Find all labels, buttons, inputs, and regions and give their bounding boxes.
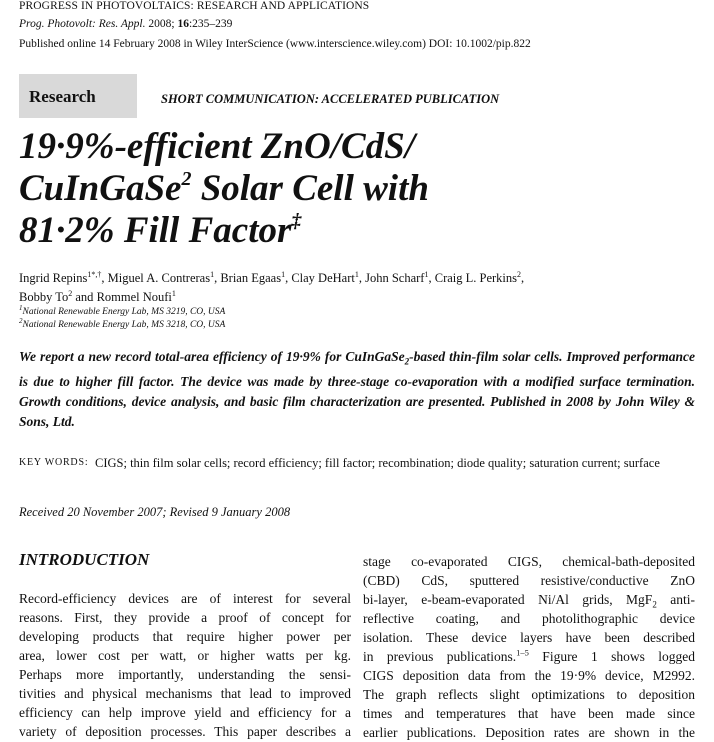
left-line: variety of deposition processes. This paper describes a — [19, 724, 351, 739]
right-line-3 — [363, 590, 695, 609]
article-title — [19, 126, 679, 252]
left-line: tivities and physical mechanisms that lead to improved — [19, 686, 351, 701]
abstract-part-2: -based thin-film solar cells. Improved performance is due to higher fill factor. The device was made by three-stage co-evaporation with a modified surface termination. Growth conditions, device analysis, and basic film characterization are presented. Published in 2008 by John Wiley & Sons, Ltd. — [19, 349, 695, 429]
title-line-2-b: Solar Cell with — [191, 168, 429, 209]
author-name: Ingrid Repins — [19, 271, 88, 285]
section-label: Research — [29, 87, 96, 106]
author-name: Brian Egaas — [220, 271, 282, 285]
title-line-2-sup: 2 — [181, 168, 192, 190]
abstract — [19, 347, 695, 432]
author-affiliation-mark: 1 — [424, 269, 429, 279]
author-name: Craig L. Perkins — [434, 271, 518, 285]
author-affiliation-mark: 1 — [171, 288, 176, 298]
author-separator: , — [428, 271, 435, 285]
title-line-2 — [19, 168, 679, 210]
author-separator: , — [521, 271, 525, 285]
author-name: Miguel A. Contreras — [107, 271, 211, 285]
affiliation-1-text: National Renewable Energy Lab, MS 3219, CO, USA — [22, 307, 226, 318]
author-separator: and — [72, 290, 97, 304]
author-affiliation-mark: 1 — [281, 269, 286, 279]
right-line-10: earlier publications. Deposition rates are shown in the — [363, 725, 695, 740]
author-name: Clay DeHart — [291, 271, 355, 285]
introduction-heading: INTRODUCTION — [19, 550, 150, 569]
affiliation-2-sup: 2 — [19, 317, 23, 325]
right-line-3-a: bi-layer, e-beam-evaporated Ni/Al grids, MgF — [363, 592, 653, 607]
left-line: reasons. First, they provide a proof of concept for — [19, 610, 351, 625]
section-label-box — [19, 74, 137, 118]
right-line-6-a: in previous publications. — [363, 649, 517, 664]
title-line-3-text: 81·2% Fill Factor — [19, 210, 292, 251]
right-line-3-b: anti- — [656, 592, 695, 607]
title-line-2-a: CuInGaSe — [19, 168, 182, 209]
right-line-4: reflective coating, and photolithographic device — [363, 611, 695, 626]
right-line-9: times and temperatures that have been made since — [363, 706, 695, 721]
affiliation-1-sup: 1 — [19, 304, 23, 312]
author-name: Rommel Noufi — [96, 290, 172, 304]
citation-journal-abbrev: Prog. Photovolt: Res. Appl. — [19, 18, 146, 30]
abstract-subscript: 2 — [404, 356, 410, 367]
title-line-3 — [19, 210, 679, 252]
journal-citation — [19, 18, 232, 30]
right-line-6 — [363, 647, 695, 666]
author-separator: , — [285, 271, 292, 285]
right-line-2: (CBD) CdS, sputtered resistive/conductive ZnO — [363, 573, 695, 588]
right-line-8: The graph reflects slight optimizations to deposition — [363, 687, 695, 702]
author-affiliation-mark: 2 — [68, 288, 73, 298]
affiliation-1 — [19, 304, 225, 317]
author-affiliation-mark: 2 — [517, 269, 522, 279]
left-column-text — [19, 589, 351, 741]
left-line: developing products that require higher power per — [19, 629, 351, 644]
left-line: efficiency can help improve yield and efficiency for a — [19, 705, 351, 720]
affiliation-2-text: National Renewable Energy Lab, MS 3218, CO, USA — [22, 320, 226, 331]
left-line: Perhaps more importantly, understanding the sensi- — [19, 667, 351, 682]
keywords-label: KEY WORDS: — [19, 457, 89, 468]
author-affiliation-mark: 1 — [210, 269, 215, 279]
article-type: SHORT COMMUNICATION: ACCELERATED PUBLICATION — [161, 92, 500, 106]
author-separator: , — [101, 271, 108, 285]
citation-pages: :235–239 — [188, 18, 233, 30]
author-separator: , — [358, 271, 366, 285]
title-line-1: 19·9%-efficient ZnO/CdS/ — [19, 126, 416, 167]
right-line-1: stage co-evaporated CIGS, chemical-bath-deposited — [363, 554, 695, 569]
author-separator: , — [214, 271, 221, 285]
citation-volume: 16 — [177, 18, 189, 30]
author-list — [19, 269, 689, 307]
author-name: John Scharf — [365, 271, 425, 285]
right-line-7: CIGS deposition data from the 19·9% device, M2992. — [363, 668, 695, 683]
author-affiliation-mark: 1 — [354, 269, 359, 279]
journal-name: PROGRESS IN PHOTOVOLTAICS: RESEARCH AND APPLICATIONS — [19, 0, 370, 12]
right-line-6-b: Figure 1 shows logged — [528, 649, 695, 664]
title-footnote-mark: ‡ — [291, 210, 302, 232]
affiliation-2 — [19, 317, 225, 330]
citation-year: 2008; — [145, 18, 178, 30]
right-column-text — [363, 552, 695, 742]
author-name: Bobby To — [19, 290, 69, 304]
right-line-3-sub: 2 — [652, 599, 657, 610]
left-line: area, lower cost per watt, or higher watts per kg. — [19, 648, 351, 663]
reference-citation: 1–5 — [516, 647, 529, 658]
right-line-5: isolation. These device layers have been described — [363, 630, 695, 645]
published-line: Published online 14 February 2008 in Wiley InterScience (www.interscience.wiley.com) DOI: 10.1002/pip.822 — [19, 38, 531, 50]
author-affiliation-mark: 1*,† — [87, 269, 102, 279]
received-dates: Received 20 November 2007; Revised 9 January 2008 — [19, 505, 291, 519]
abstract-part-1: We report a new record total-area efficiency of 19·9% for CuInGaSe — [19, 349, 405, 364]
keywords-text: CIGS; thin film solar cells; record efficiency; fill factor; recombination; diode quality; saturation current; surface — [95, 456, 660, 470]
left-line: Record-efficiency devices are of interest for several — [19, 591, 351, 606]
